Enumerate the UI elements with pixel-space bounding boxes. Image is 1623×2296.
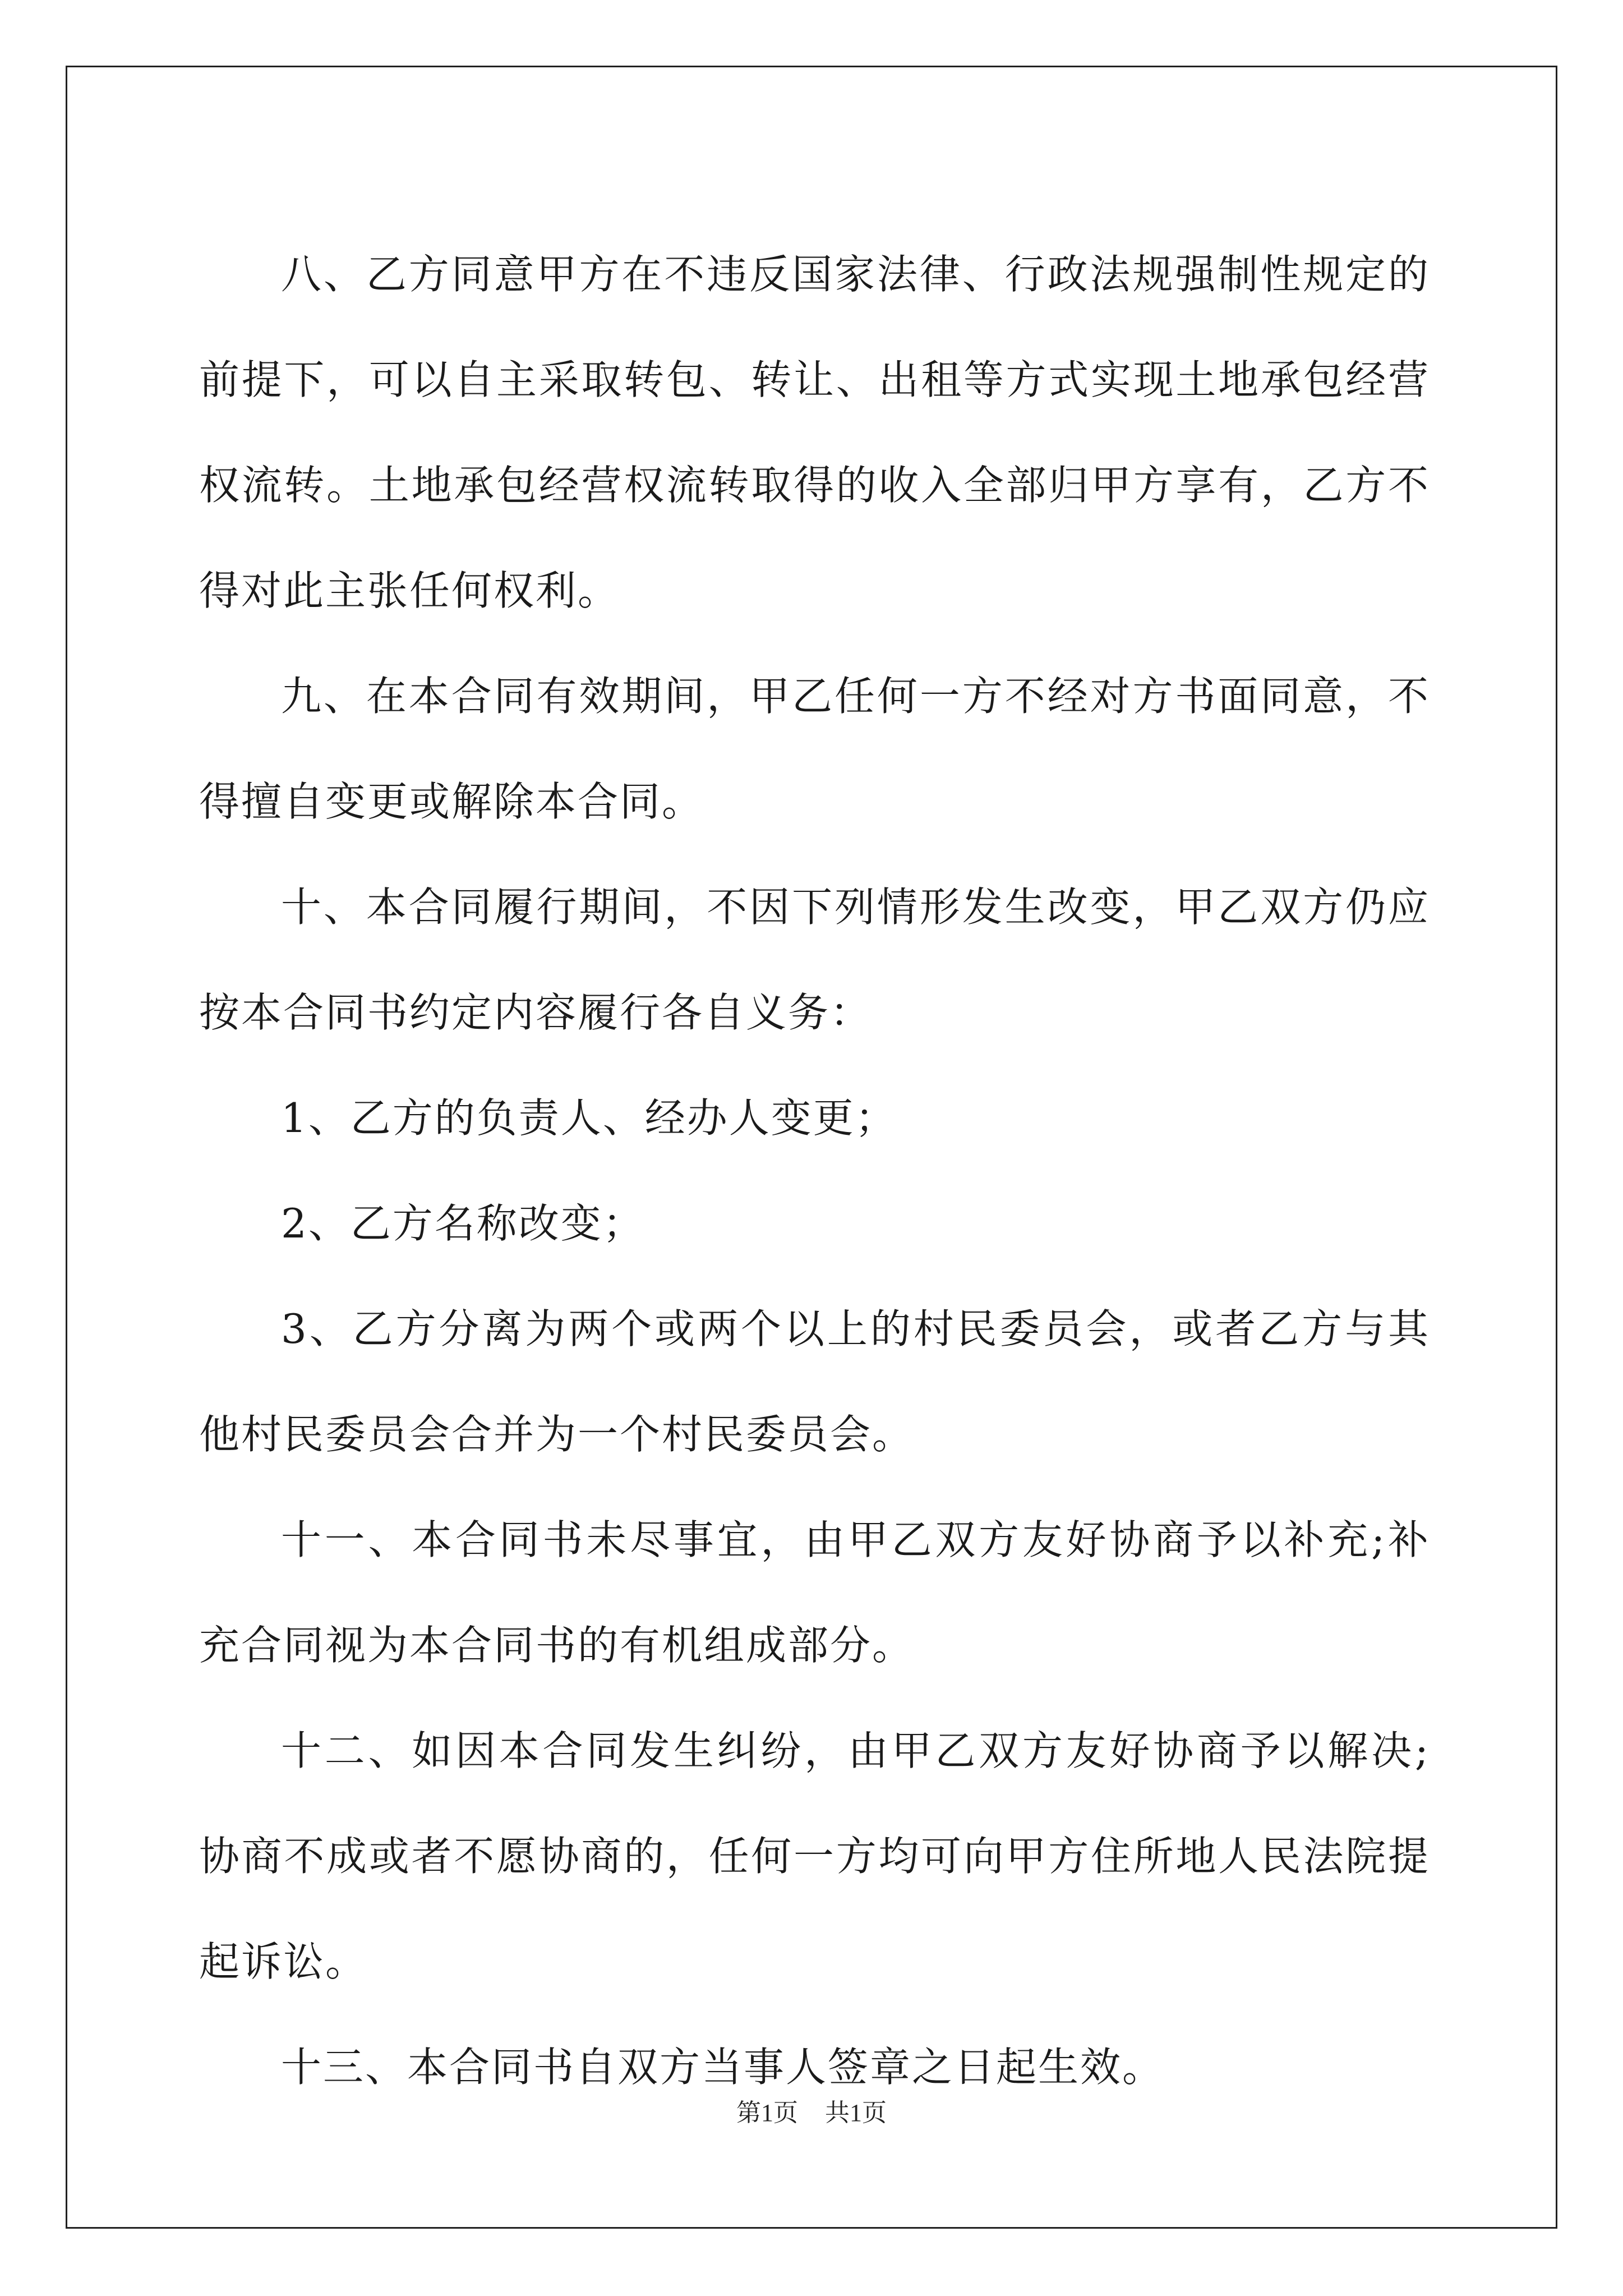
clause-9: 九、在本合同有效期间，甲乙任何一方不经对方书面同意，不得擅自变更或解除本合同。 — [199, 673, 1430, 825]
clause-10: 十、本合同履行期间，不因下列情形发生改变，甲乙双方仍应按本合同书约定内容履行各自义务： — [199, 884, 1430, 1036]
clause-11: 十一、本合同书未尽事宜，由甲乙双方友好协商予以补充;补充合同视为本合同书的有机组成部分。 — [199, 1516, 1430, 1669]
document-body — [199, 222, 1430, 2120]
clause-10-item-2: 2、乙方名称改变； — [281, 1200, 645, 1247]
clause-8: 八、乙方同意甲方在不违反国家法律、行政法规强制性规定的前提下，可以自主采取转包、转让、出租等方式实现土地承包经营权流转。土地承包经营权流转取得的收入全部归甲方享有，乙方不得对此主张任何权利。 — [199, 251, 1430, 614]
page-footer — [0, 2092, 1623, 2128]
clause-12: 十二、如因本合同发生纠纷，由甲乙双方友好协商予以解决;协商不成或者不愿协商的，任何一方均可向甲方住所地人民法院提起诉讼。 — [199, 1727, 1430, 1985]
clause-10-item-3: 3、乙方分离为两个或两个以上的村民委员会，或者乙方与其他村民委员会合并为一个村民委员会。 — [199, 1305, 1430, 1458]
page-total: 共1页 — [825, 2099, 887, 2127]
clause-13: 十三、本合同书自双方当事人签章之日起生效。 — [281, 2044, 1165, 2091]
page-number: 第1页 — [736, 2099, 798, 2127]
clause-10-item-1: 1、乙方的负责人、经办人变更； — [281, 1094, 897, 1142]
